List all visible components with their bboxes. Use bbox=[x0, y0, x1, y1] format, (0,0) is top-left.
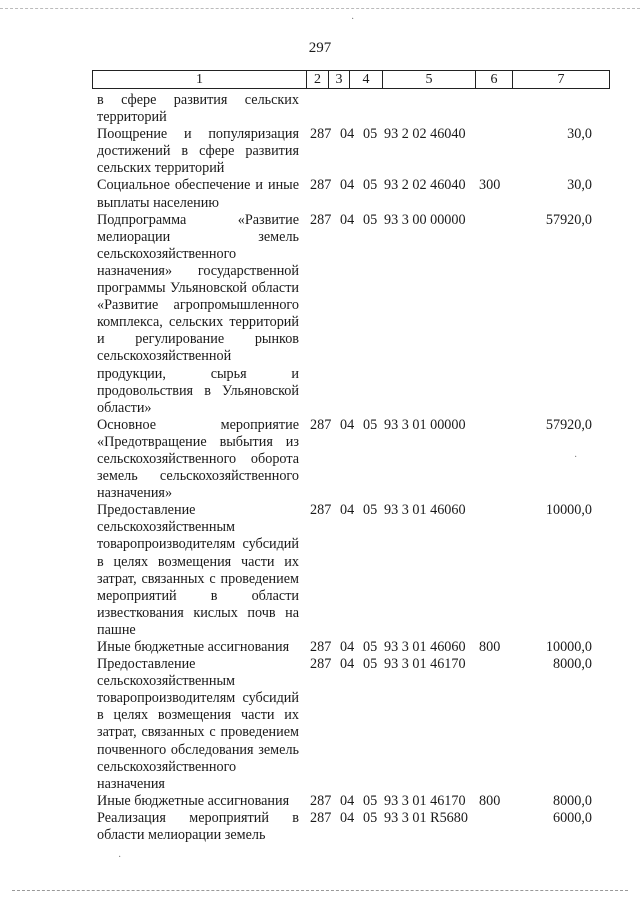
row-gr: 287 bbox=[310, 177, 332, 194]
row-rz: 04 bbox=[340, 177, 355, 194]
header-col-7: 7 bbox=[557, 72, 565, 87]
row-rz: 04 bbox=[340, 792, 355, 809]
row-gr: 287 bbox=[310, 656, 332, 673]
row-pr: 05 bbox=[363, 639, 378, 655]
row-sum: 30,0 bbox=[567, 177, 592, 194]
row-pr: 05 bbox=[363, 177, 378, 194]
scan-edge-bottom bbox=[12, 890, 628, 891]
row-rz: 04 bbox=[340, 639, 355, 655]
row-gr: 287 bbox=[310, 416, 332, 433]
header-col-6: 6 bbox=[476, 71, 513, 88]
table-row bbox=[0, 177, 640, 211]
table-row bbox=[0, 793, 640, 810]
row-name: Поощрение и популяризация достижений в сфере развития сельских территорий bbox=[97, 126, 299, 177]
row-csr: 93 3 01 46170 bbox=[384, 792, 466, 809]
table-row bbox=[0, 639, 640, 656]
row-name: Иные бюджетные ассигнования bbox=[97, 639, 290, 655]
row-vr: 800 bbox=[479, 792, 501, 809]
scan-speck: · bbox=[118, 852, 122, 863]
row-sum: 10000,0 bbox=[545, 639, 592, 655]
row-gr: 287 bbox=[310, 792, 332, 809]
scan-edge-top bbox=[0, 8, 640, 9]
row-rz: 04 bbox=[340, 809, 355, 826]
scan-speck: · bbox=[574, 452, 578, 463]
row-rz: 04 bbox=[340, 126, 355, 143]
row-sum: 10000,0 bbox=[545, 502, 592, 519]
row-gr: 287 bbox=[310, 809, 332, 826]
row-gr: 287 bbox=[310, 639, 332, 655]
row-name: Реализация мероприятий в области мелиорации земель bbox=[97, 809, 299, 844]
table-row bbox=[0, 656, 640, 793]
row-csr: 93 3 01 00000 bbox=[384, 416, 466, 433]
row-csr: 93 2 02 46040 bbox=[384, 126, 466, 143]
row-rz: 04 bbox=[340, 416, 355, 433]
row-pr: 05 bbox=[363, 211, 378, 228]
row-sum: 8000,0 bbox=[552, 656, 592, 673]
table-row bbox=[0, 810, 640, 844]
row-csr: 93 3 01 R5680 bbox=[384, 809, 468, 826]
header-col-2: 2 bbox=[307, 71, 329, 88]
table-row bbox=[0, 126, 640, 177]
row-vr: 300 bbox=[479, 177, 501, 194]
row-pr: 05 bbox=[363, 656, 378, 673]
row-name: Подпрограмма «Развитие мелиорации земель сельскохозяйственного назначения» государственной программы Ульяновской области «Развитие агропромышленного комплекса, сельских территорий и регулирование рынков сельскохозяйственной продукции, сырья и продовольствия в Ульяновской области» bbox=[97, 211, 299, 416]
row-rz: 04 bbox=[340, 211, 355, 228]
scan-speck: · bbox=[351, 14, 355, 25]
row-rz: 04 bbox=[340, 656, 355, 673]
row-sum: 8000,0 bbox=[552, 792, 592, 809]
row-pr: 05 bbox=[363, 809, 378, 826]
table-body bbox=[0, 92, 640, 844]
header-col-3: 3 bbox=[329, 71, 350, 88]
row-pr: 05 bbox=[363, 126, 378, 143]
row-csr: 93 2 02 46040 bbox=[384, 177, 466, 194]
row-csr: 93 3 01 46170 bbox=[384, 656, 466, 673]
table-header bbox=[92, 70, 610, 89]
table-row bbox=[0, 212, 640, 417]
row-pr: 05 bbox=[363, 416, 378, 433]
row-pr: 05 bbox=[363, 792, 378, 809]
row-name: Основное мероприятие «Предотвращение выбытия из сельскохозяйственного оборота земель сельскохозяйственного назначения» bbox=[97, 416, 299, 502]
row-csr: 93 3 01 46060 bbox=[384, 502, 466, 519]
row-name: Иные бюджетные ассигнования bbox=[97, 792, 290, 809]
row-sum: 57920,0 bbox=[545, 211, 592, 228]
row-name: Предоставление сельскохозяйственным товаропроизводителям субсидий в целях возмещения части их затрат, связанных с проведением почвенного обследования земель сельскохозяйственного назначения bbox=[97, 656, 299, 792]
table-row bbox=[0, 502, 640, 639]
page-number: 297 bbox=[308, 40, 332, 56]
row-sum: 30,0 bbox=[567, 126, 592, 143]
header-col-4: 4 bbox=[350, 71, 383, 88]
row-gr: 287 bbox=[310, 126, 332, 143]
row-name: в сфере развития сельских территорий bbox=[97, 92, 299, 126]
row-gr: 287 bbox=[310, 211, 332, 228]
row-sum: 57920,0 bbox=[545, 416, 592, 433]
row-name: Социальное обеспечение и иные выплаты населению bbox=[97, 177, 299, 211]
header-col-1: 1 bbox=[93, 71, 307, 88]
row-pr: 05 bbox=[363, 502, 378, 519]
row-sum: 6000,0 bbox=[552, 809, 592, 826]
row-gr: 287 bbox=[310, 502, 332, 519]
header-col-5: 5 bbox=[383, 71, 476, 88]
row-csr: 93 3 01 46060 bbox=[384, 639, 466, 655]
table-row bbox=[0, 417, 640, 502]
row-vr: 800 bbox=[479, 639, 501, 655]
row-name: Предоставление сельскохозяйственным товаропроизводителям субсидий в целях возмещения части их затрат, связанных с проведением мероприятий в области известкования кислых почв на пашне bbox=[97, 502, 299, 638]
row-csr: 93 3 00 00000 bbox=[384, 211, 466, 228]
table-row bbox=[0, 92, 640, 126]
row-rz: 04 bbox=[340, 502, 355, 519]
